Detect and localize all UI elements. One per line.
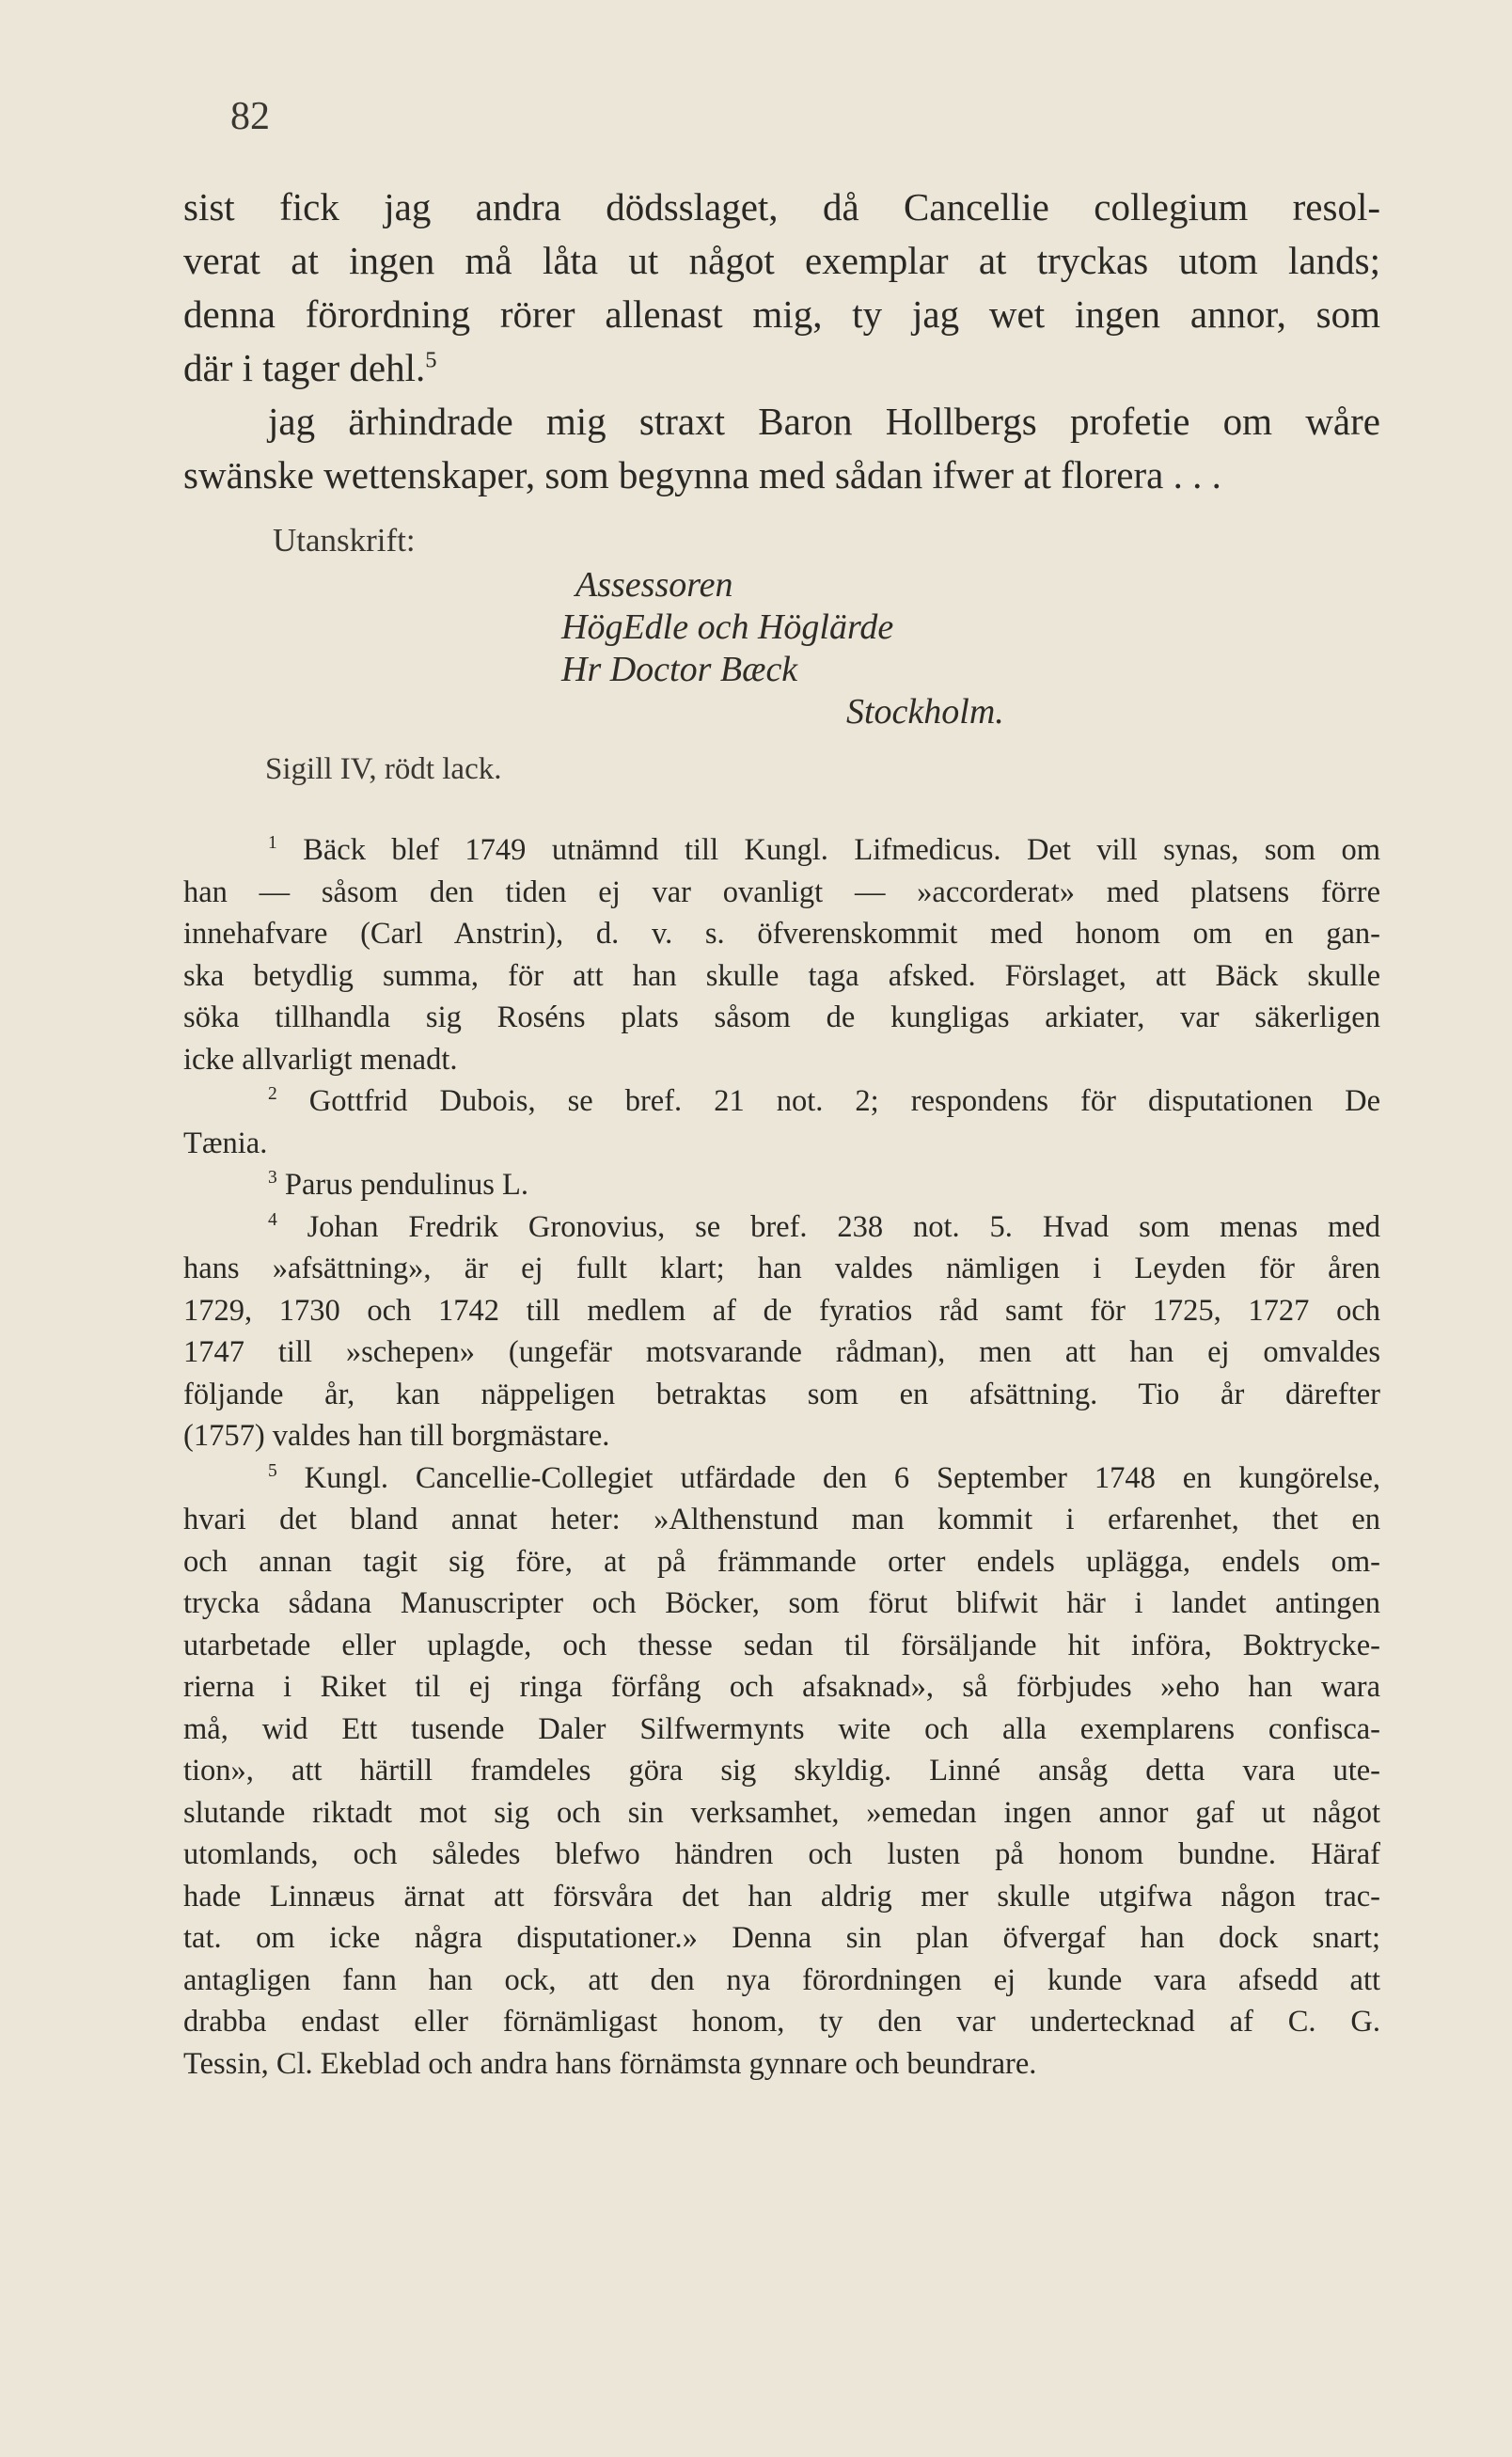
footnote-line (183, 2001, 1380, 2043)
footnote-number: 3 (268, 1168, 277, 1189)
footnote-text: må, wid Ett tusende Daler Silfwermynts wite och alla exemplarens confisca- (183, 1711, 1380, 1746)
footnote-line (183, 1331, 1380, 1374)
footnote-line (183, 829, 1380, 872)
address-line: Hr Doctor Bæck (561, 650, 798, 689)
footnote-text: drabba endast eller förnämligast honom, ty den var undertecknad af C. G. (183, 2005, 1380, 2039)
footnote-text: hvari det bland annat heter: »Althenstund man kommit i erfarenhet, thet en (183, 1503, 1380, 1536)
footnote-text: ska betydlig summa, för att han skulle taga afsked. Förslaget, att Bäck skulle (183, 958, 1380, 993)
footnote-text: Kungl. Cancellie-Collegiet utfärdade den 6 September 1748 en kungörelse, (304, 1460, 1380, 1495)
footnote-line (183, 1583, 1380, 1625)
footnote-text: Johan Fredrik Gronovius, se bref. 238 not. 5. Hvad som menas med (307, 1209, 1380, 1244)
seal-note: Sigill IV, rödt lack. (265, 752, 502, 786)
page-number: 82 (230, 95, 270, 138)
footnote-line (183, 1834, 1380, 1876)
footnote-line (183, 1666, 1380, 1709)
footnote-text: han — såsom den tiden ej var ovanligt — »accorderat» med platsens förre (183, 874, 1380, 909)
footnote-text: söka tillhandla sig Roséns plats såsom de kungligas arkiater, var säkerligen (183, 1000, 1380, 1034)
address-line: Assessoren (575, 565, 733, 605)
footnote-line (183, 1876, 1380, 1918)
footnote-line (183, 1080, 1380, 1123)
body-line: jag ärhindrade mig straxt Baron Hollbergs profetie om wåre (268, 400, 1380, 443)
footnote-text: rierna i Riket til ej ringa förfång och afsaknad», så förbjudes »eho han wara (183, 1670, 1380, 1704)
address-line: Stockholm. (846, 692, 1004, 732)
footnote-text: Bäck blef 1749 utnämnd till Kungl. Lifmedicus. Det vill synas, som om (303, 833, 1380, 867)
footnote-text: innehafvare (Carl Anstrin), d. v. s. öfverenskommit med honom om en gan- (183, 917, 1380, 951)
footnote-line (183, 1499, 1380, 1541)
footnote-text: icke allvarligt menadt. (183, 1042, 458, 1077)
footnote-text: tat. om icke några disputationer.» Denna sin plan öfvergaf han dock snart; (183, 1921, 1380, 1955)
body-line: swänske wettenskaper, som begynna med sådan ifwer at florera . . . (183, 453, 1221, 496)
footnote-line (183, 1374, 1380, 1416)
footnote-number: 2 (268, 1084, 277, 1105)
footnote-line (183, 1123, 1380, 1165)
footnote-text: hans »afsättning», är ej fullt klart; han valdes nämligen i Leyden för åren (183, 1252, 1380, 1285)
footnote-text: utomlands, och således blefwo händren och lusten på honom bundne. Häraf (183, 1837, 1380, 1871)
footnote-text: (1757) valdes han till borgmästare. (183, 1419, 610, 1453)
footnote-line (183, 1415, 1380, 1457)
footnote-line (183, 1164, 1380, 1206)
footnote-line (183, 872, 1380, 914)
footnote-text: och annan tagit sig före, at på främmande orter endels uplägga, endels om- (183, 1544, 1380, 1579)
outside-label: Utanskrift: (273, 522, 416, 559)
footnote-line (183, 955, 1380, 998)
footnote-line (183, 1792, 1380, 1835)
footnote-text: Parus pendulinus L. (284, 1168, 528, 1202)
body-line: sist fick jag andra dödsslaget, då Cancellie collegium resol- (183, 185, 1380, 228)
footnote-line (183, 1248, 1380, 1290)
footnote-line (183, 1709, 1380, 1751)
footnote-number: 4 (268, 1209, 277, 1230)
footnote-line (183, 2043, 1380, 2086)
footnote-line (183, 1625, 1380, 1667)
body-line: där i tager dehl. (183, 346, 426, 389)
footnote-text: följande år, kan näppeligen betraktas som en afsättning. Tio år därefter (183, 1377, 1380, 1411)
footnote-line (183, 997, 1380, 1039)
footnote-number: 1 (268, 833, 277, 854)
footnote-text: 1729, 1730 och 1742 till medlem af de fyratios råd samt för 1725, 1727 och (183, 1293, 1380, 1328)
footnote-ref: 5 (425, 347, 437, 373)
footnote-line (183, 1206, 1380, 1249)
letter-body (183, 181, 1380, 502)
footnote-line (183, 913, 1380, 955)
body-line: verat at ingen må låta ut något exemplar at tryckas utom lands; (183, 239, 1380, 282)
footnotes (183, 829, 1380, 2085)
footnote-line (183, 1039, 1380, 1081)
footnote-line (183, 1541, 1380, 1583)
footnote-text: 1747 till »schepen» (ungefär motsvarande rådman), men att han ej omvaldes (183, 1335, 1380, 1369)
body-line: denna förordning rörer allenast mig, ty jag wet ingen annor, som (183, 292, 1380, 336)
footnote-number: 5 (268, 1460, 277, 1481)
address-line: HögEdle och Höglärde (561, 607, 894, 647)
footnote-text: antagligen fann han ock, att den nya förordningen ej kunde vara afsedd att (183, 1962, 1380, 1997)
footnote-text: utarbetade eller uplagde, och thesse sedan til försäljande hit införa, Boktrycke- (183, 1628, 1380, 1662)
footnote-line (183, 1960, 1380, 2002)
footnote-text: slutande riktadt mot sig och sin verksamhet, »emedan ingen annor gaf ut något (183, 1795, 1380, 1830)
footnote-line (183, 1457, 1380, 1500)
footnote-text: hade Linnæus ärnat att försvåra det han aldrig mer skulle utgifwa någon trac- (183, 1879, 1380, 1914)
footnote-text: trycka sådana Manuscripter och Böcker, som förut blifwit här i landet antingen (183, 1586, 1380, 1620)
footnote-line (183, 1290, 1380, 1332)
footnote-text: Gottfrid Dubois, se bref. 21 not. 2; respondens för disputationen De (308, 1084, 1380, 1118)
footnote-text: tion», att härtill framdeles göra sig skyldig. Linné ansåg detta vara ute- (183, 1754, 1380, 1788)
body-line-with-note (183, 341, 1380, 395)
footnote-text: Tænia. (183, 1126, 268, 1160)
footnote-line (183, 1750, 1380, 1792)
footnote-line (183, 1917, 1380, 1960)
footnote-text: Tessin, Cl. Ekeblad och andra hans förnämsta gynnare och beundrare. (183, 2046, 1037, 2081)
